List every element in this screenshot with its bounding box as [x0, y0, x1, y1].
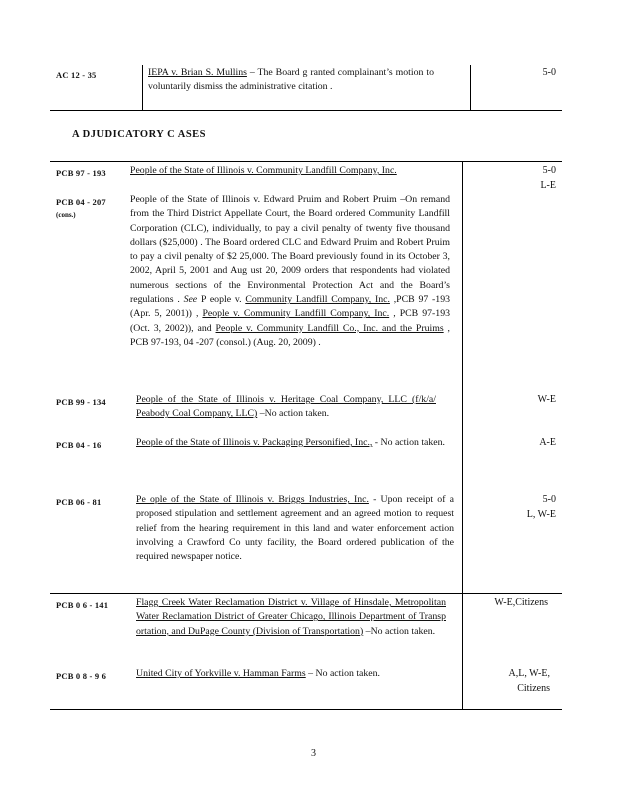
case-vote-line: L-E — [540, 179, 556, 191]
case-vote: A-E — [539, 437, 556, 448]
ac-case-code: AC 12 - 35 — [56, 70, 97, 80]
case-citation: People v. Community Landfill Co., Inc. and the Pruims — [215, 322, 444, 334]
case-vote — [540, 164, 556, 193]
case-description: People of the State of Illinois v. Edward Pruim and Robert Pruim –On remand from the Third District Appellate Court, the Board ordered Community Landfill Corporation (CLC), individually, to pay a civil penalty of twenty five thousand dollars ($25,000) . The Board ordered CLC and Edward Pruim and Robert Pruim to pay a civil penalty of $2 25,000. The Board previously found in its October 3, 2002, April 5, 2001 and Aug ust 20, 2009 orders that respondents had violated numerous sections of the Environmental Protection Act and the Board’s regulations . — [130, 194, 450, 306]
ac-case-description: – The Board g ranted complainant’s motion to voluntarily dismiss the administrative citation . — [148, 67, 434, 93]
case-description: - No action taken. — [372, 437, 445, 448]
case-description: –No action taken. — [363, 625, 436, 637]
section-heading: A DJUDICATORY C ASES — [72, 129, 207, 140]
ac-case-vote: 5-0 — [542, 67, 556, 78]
case-title: Pe ople of the State of Illinois v. Briggs Industries, Inc. — [136, 494, 369, 505]
ac-case-text — [148, 66, 434, 95]
see-signal: See — [183, 294, 198, 306]
case-citation: People v. Community Landfill Company, Inc. — [202, 308, 390, 320]
case-vote-line: 5-0 — [542, 494, 556, 505]
case-title: People of the State of Illinois v. Packaging Personified, Inc., — [136, 437, 373, 448]
case-code: PCB 06 - 81 — [56, 497, 102, 507]
case-code: PCB 04 - 207 — [56, 197, 106, 207]
case-title: United City of Yorkville v. Hamman Farms — [136, 668, 306, 679]
case-title: Flagg Creek Water Reclamation District v. Village of Hinsdale, Metropolitan Water Reclamation District of Greater Chicago, Illinois Department of Transp ortation, and DuPage County (Division of Transportation) — [136, 597, 446, 637]
case-text — [136, 667, 454, 681]
case-citation: Community Landfill Company, Inc. — [245, 294, 390, 306]
case-vote-line: 5-0 — [542, 165, 556, 176]
case-code: PCB 97 - 193 — [56, 168, 106, 178]
case-text — [136, 436, 454, 450]
case-title: People of the State of Illinois v. Community Landfill Company, Inc. — [130, 165, 397, 176]
case-vote — [509, 667, 550, 696]
case-vote-line: A,L, W-E, — [508, 668, 550, 679]
case-vote — [527, 493, 556, 522]
table-top-rule — [50, 161, 562, 162]
table-col-divider — [462, 161, 463, 710]
case-vote: W-E — [537, 394, 556, 405]
case-text: People of the State of Illinois v. Edward Pruim and Robert Pruim –On remand from the Third District Appellate Court, the Board ordered Community Landfill Corporation (CLC), individually, to pay a civil penalty of twenty five thousand dollars ($25,000) . The Board ordered CLC and Edward Pruim and Robert Pruim to pay a civil penalty of $2 25,000. The Board previously found in its October 3, 2002, April 5, 2001 and Aug ust 20, 2009 orders that respondents had violated numerous sections of the Environmental Protection Act and the Board’s regulations . See P eople v. Community Landfill Company, Inc. ,PCB 97 -193 (Apr. 5, 2001)) , People v. Community Landfill Company, Inc. , PCB 97-193 (Oct. 3, 2002)), and People v. Community Landfill Co., Inc. and the Pruims , PCB 97-193, 04 -207 (consol.) (Aug. 20, 2009) . — [130, 194, 451, 348]
case-text — [130, 164, 450, 178]
case-code: PCB 99 - 134 — [56, 397, 106, 407]
case-code: PCB 0 8 - 9 6 — [56, 671, 107, 681]
ac-col-divider-right — [470, 65, 471, 110]
case-description: - Upon receipt of a proposed stipulation and settlement agreement and an agreed motion to request relief from the hearing requirement in this land and water enforcement action involving a Crawford Co unty facility, the Board ordered publication of the required newspaper notice. — [136, 494, 454, 563]
ac-col-divider-left — [142, 65, 143, 110]
case-vote-line: Citizens — [517, 682, 550, 694]
case-text — [136, 596, 446, 639]
case-description: – No action taken. — [305, 668, 380, 679]
row-rule-flagg — [50, 593, 562, 594]
page-number: 3 — [311, 748, 316, 759]
case-vote: W-E,Citizens — [494, 597, 548, 608]
case-code: PCB 04 - 16 — [56, 440, 102, 450]
case-description: –No action taken. — [257, 408, 330, 420]
top-rule — [50, 110, 562, 111]
case-code-sub: (cons.) — [56, 211, 76, 219]
case-vote-line: L, W-E — [526, 508, 556, 520]
case-text — [136, 393, 436, 422]
ac-case-title: IEPA v. Brian S. Mullins — [148, 67, 247, 78]
case-code: PCB 0 6 - 141 — [56, 600, 109, 610]
case-title: People of the State of Illinois v. Heritage Coal Company, LLC (f/k/a/ Peabody Coal Company, LLC) — [136, 394, 436, 420]
case-text — [136, 493, 454, 564]
table-bottom-rule — [50, 709, 562, 710]
